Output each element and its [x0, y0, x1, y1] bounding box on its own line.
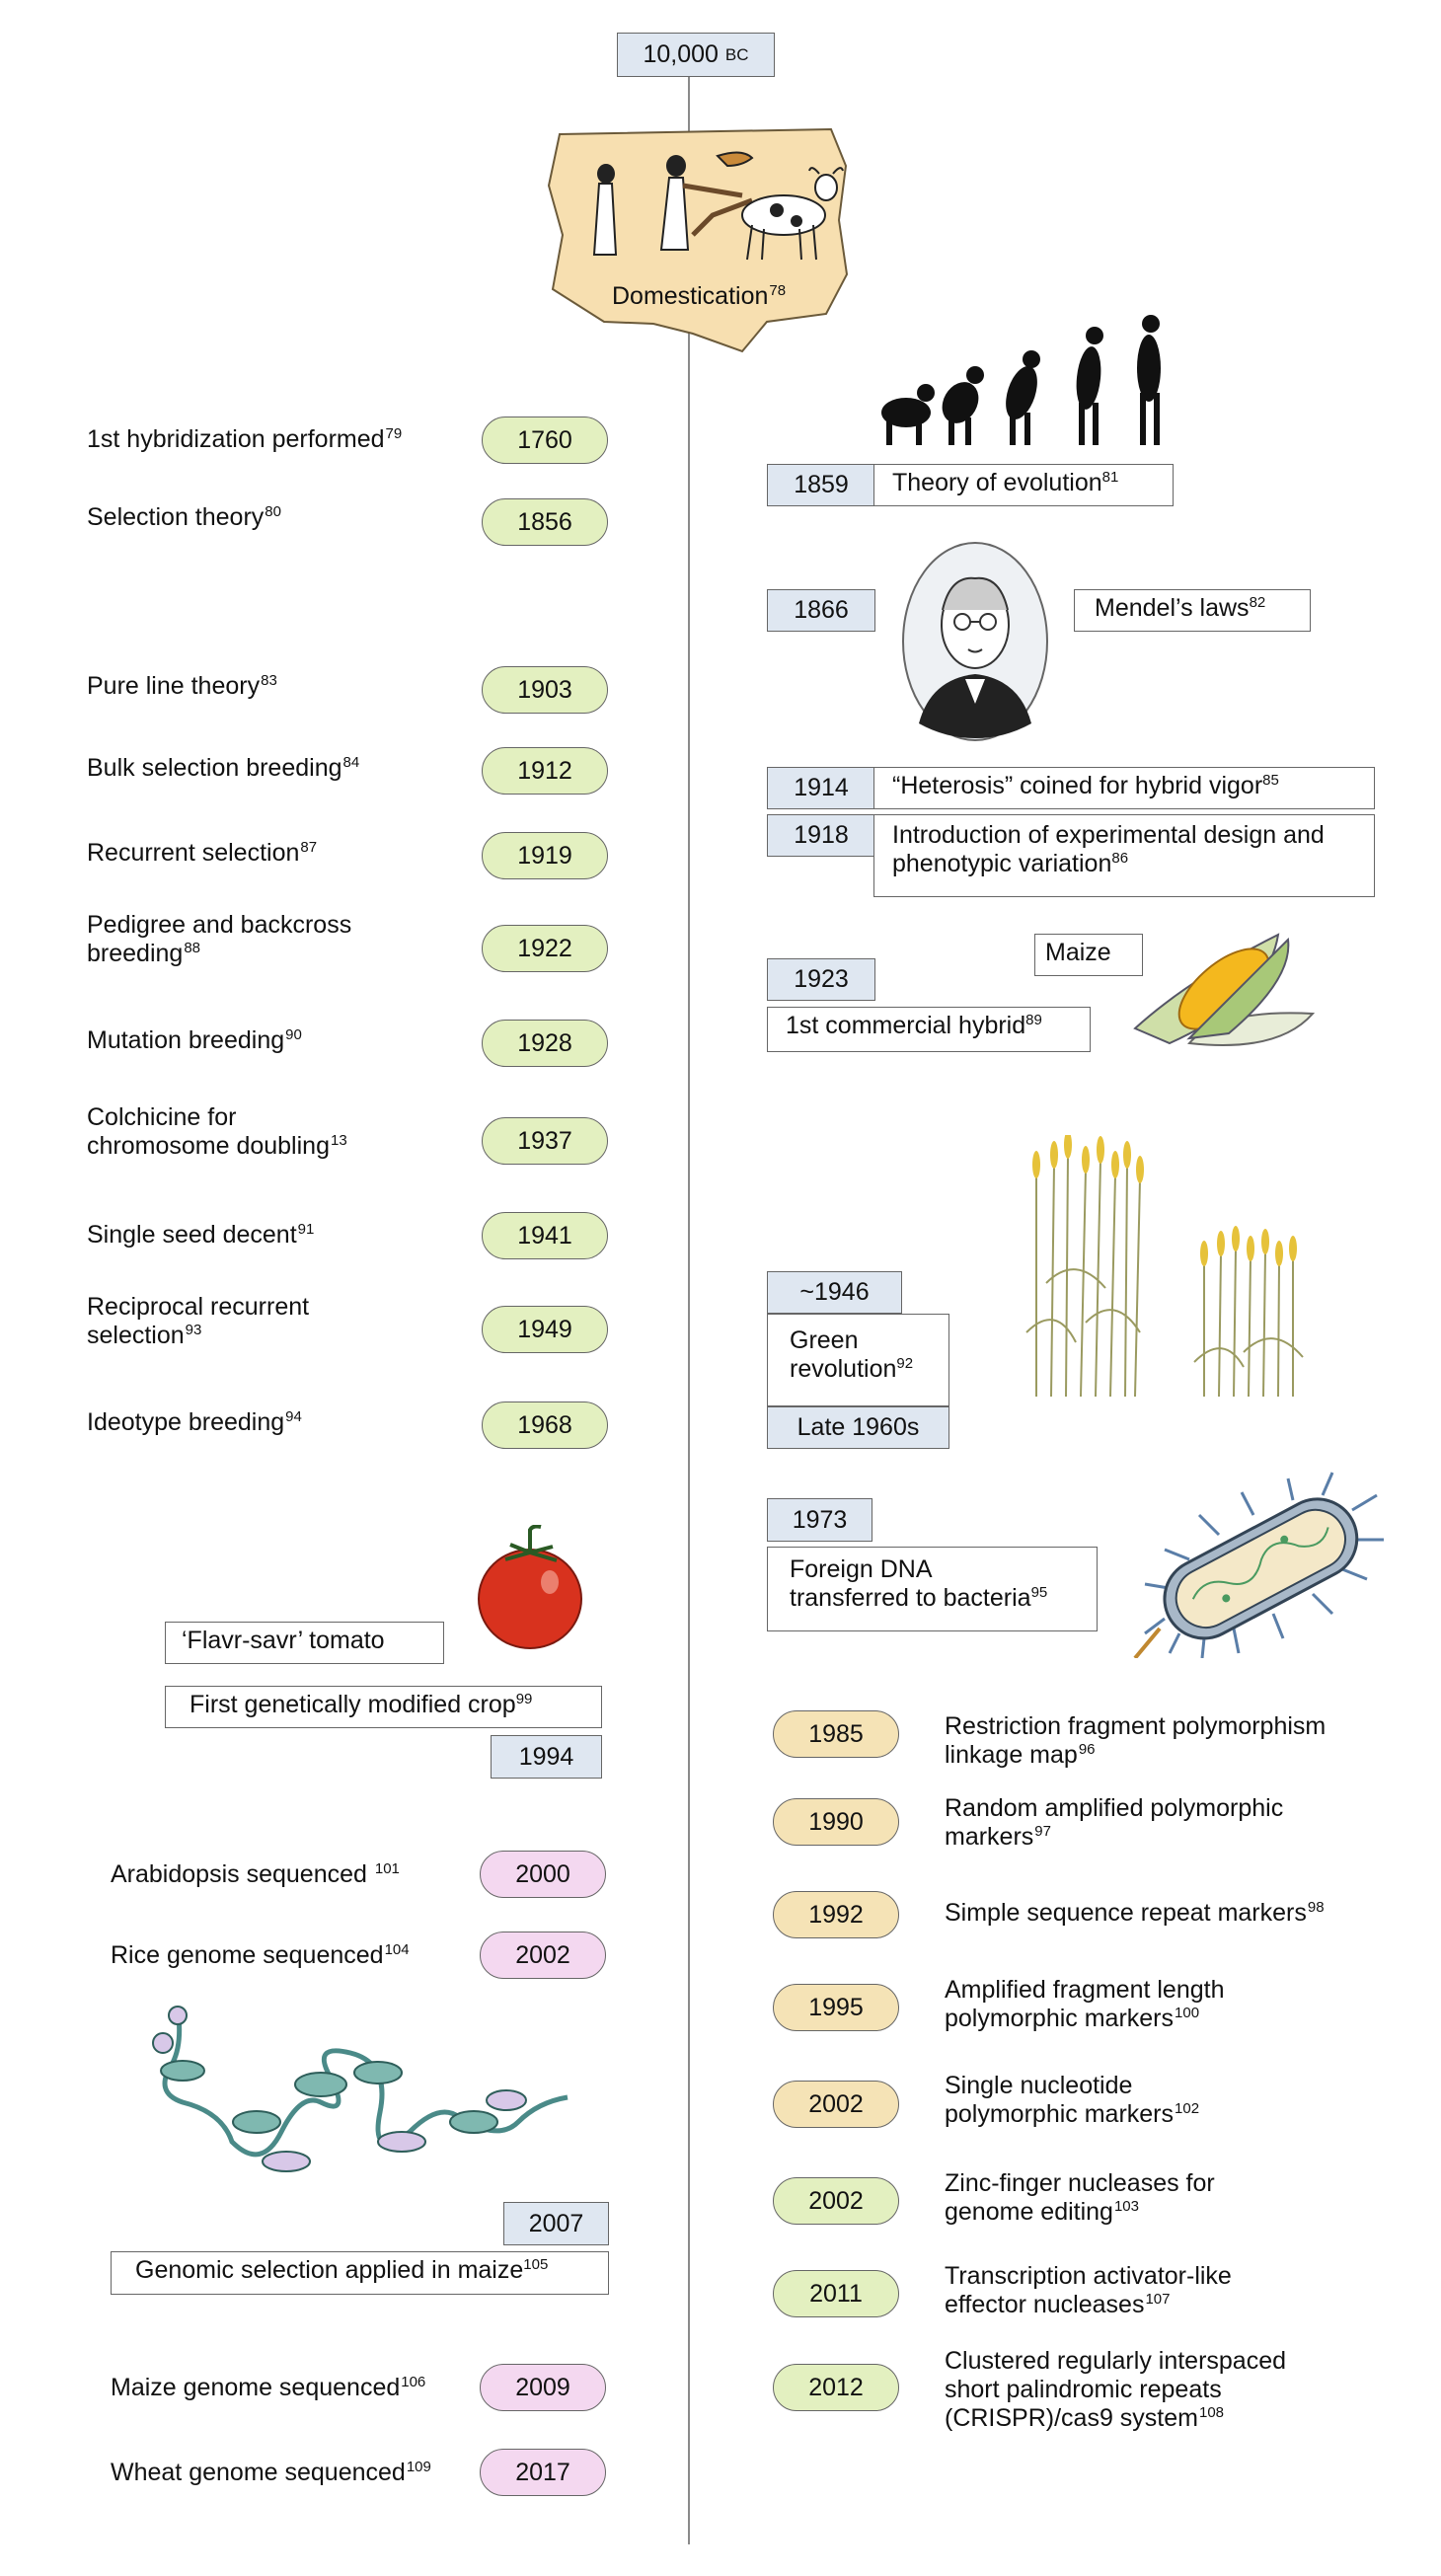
left-label-1760: 1st hybridization performed$^{79}$ [87, 425, 403, 453]
left-label-1949: Reciprocal recurrent selection$^{93}$ [87, 1293, 310, 1349]
gm-crop-box: First genetically modified crop$^{99}$ [165, 1686, 602, 1728]
wheat-illustration [1017, 1135, 1313, 1402]
year-box-late-1960s: Late 1960s [767, 1406, 949, 1449]
year-pill-1919: 1919 [482, 832, 608, 879]
marker-label-2011: Transcription activator-like effector nucleases$^{107}$ [945, 2262, 1232, 2318]
heterosis-box: “Heterosis” coined for hybrid vigor$^{85}$ [873, 767, 1375, 809]
tomato-icon [476, 1525, 584, 1653]
left-label-1912: Bulk selection breeding$^{84}$ [87, 754, 360, 782]
left-label-1856: Selection theory$^{80}$ [87, 503, 281, 531]
year-box-1866: 1866 [767, 589, 875, 632]
start-year: 10,000 [643, 40, 719, 68]
marker-label-1990: Random amplified polymorphic markers$^{97}$ [945, 1794, 1284, 1851]
marker-label-2012: Clustered regularly interspaced short palindromic repeats (CRISPR)/cas9 system$^{108}$ [945, 2347, 1287, 2432]
maize-icon [1130, 930, 1318, 1058]
maize-tag-box: Maize [1034, 934, 1143, 976]
start-year-box [617, 33, 775, 77]
marker-pill-2012: 2012 [773, 2364, 899, 2411]
year-pill-1941: 1941 [482, 1212, 608, 1259]
domestication-label: Domestication$^{78}$ [612, 282, 787, 310]
year-pill-2017: 2017 [480, 2449, 606, 2496]
year-pill-1760: 1760 [482, 417, 608, 464]
chromatin-illustration [143, 2004, 577, 2176]
year-pill-1928: 1928 [482, 1020, 608, 1067]
green-revolution-box: Green revolution$^{92}$ [767, 1314, 949, 1406]
year-pill-2009: 2009 [480, 2364, 606, 2411]
left-label-1922: Pedigree and backcross breeding$^{88}$ [87, 911, 352, 967]
left-label-1937: Colchicine for chromosome doubling$^{13}$ [87, 1103, 347, 1160]
year-pill-1856: 1856 [482, 498, 608, 546]
marker-pill-1985: 1985 [773, 1710, 899, 1758]
marker-label-1985: Restriction fragment polymorphism linkage map$^{96}$ [945, 1712, 1327, 1769]
year-pill-2000: 2000 [480, 1851, 606, 1898]
marker-pill-2002-snp: 2002 [773, 2081, 899, 2128]
design-box: Introduction of experimental design and phenotypic variation$^{86}$ [873, 814, 1375, 897]
mendel-box: Mendel’s laws$^{82}$ [1074, 589, 1311, 632]
year-pill-1912: 1912 [482, 747, 608, 795]
year-pill-1937: 1937 [482, 1117, 608, 1165]
year-box-1918: 1918 [767, 814, 875, 857]
year-box-1914: 1914 [767, 767, 875, 809]
start-era: BC [724, 44, 749, 64]
mendel-portrait [901, 541, 1049, 743]
marker-pill-1990: 1990 [773, 1798, 899, 1846]
year-box-1973: 1973 [767, 1498, 872, 1542]
evolution-box: Theory of evolution$^{81}$ [873, 464, 1174, 506]
left-label-1941: Single seed decent$^{91}$ [87, 1221, 315, 1249]
year-pill-1949: 1949 [482, 1306, 608, 1353]
marker-label-2002-zfn: Zinc-finger nucleases for genome editing$^{103}$ [945, 2169, 1215, 2226]
year-box-2007: 2007 [503, 2202, 609, 2245]
marker-pill-1992: 1992 [773, 1891, 899, 1938]
year-pill-1903: 1903 [482, 666, 608, 714]
marker-pill-2002-zfn: 2002 [773, 2177, 899, 2225]
left-label-1919: Recurrent selection$^{87}$ [87, 839, 318, 867]
left-label-1903: Pure line theory$^{83}$ [87, 672, 277, 700]
left-label-2009: Maize genome sequenced$^{106}$ [111, 2374, 426, 2401]
evolution-icon [872, 314, 1177, 448]
marker-pill-1995: 1995 [773, 1984, 899, 2031]
year-pill-1922: 1922 [482, 925, 608, 972]
left-label-2002-rice: Rice genome sequenced$^{104}$ [111, 1941, 410, 1969]
genomic-selection-box: Genomic selection applied in maize$^{105}$ [111, 2251, 609, 2295]
year-box-1946: ~1946 [767, 1271, 902, 1314]
marker-label-1992: Simple sequence repeat markers$^{98}$ [945, 1899, 1325, 1927]
year-box-1923: 1923 [767, 958, 875, 1001]
left-label-2017: Wheat genome sequenced$^{109}$ [111, 2459, 431, 2486]
maize-hybrid-box: 1st commercial hybrid$^{89}$ [767, 1007, 1091, 1052]
tomato-name-box: ‘Flavr-savr’ tomato [165, 1622, 444, 1664]
domestication-illustration [545, 126, 851, 355]
left-label-1968: Ideotype breeding$^{94}$ [87, 1408, 302, 1436]
marker-label-2002-snp: Single nucleotide polymorphic markers$^{102}$ [945, 2072, 1200, 2128]
year-box-1859: 1859 [767, 464, 875, 506]
bacterium-illustration [1125, 1471, 1392, 1658]
timeline-axis [688, 77, 690, 2544]
marker-pill-2011: 2011 [773, 2270, 899, 2317]
year-pill-2002-rice: 2002 [480, 1932, 606, 1979]
foreign-dna-box: Foreign DNA transferred to bacteria$^{95}$ [767, 1547, 1098, 1631]
left-label-2000: Arabidopsis sequenced $^{101}$ [111, 1860, 400, 1888]
year-box-1994: 1994 [491, 1735, 602, 1779]
marker-label-1995: Amplified fragment length polymorphic markers$^{100}$ [945, 1976, 1225, 2032]
left-label-1928: Mutation breeding$^{90}$ [87, 1026, 302, 1054]
year-pill-1968: 1968 [482, 1402, 608, 1449]
